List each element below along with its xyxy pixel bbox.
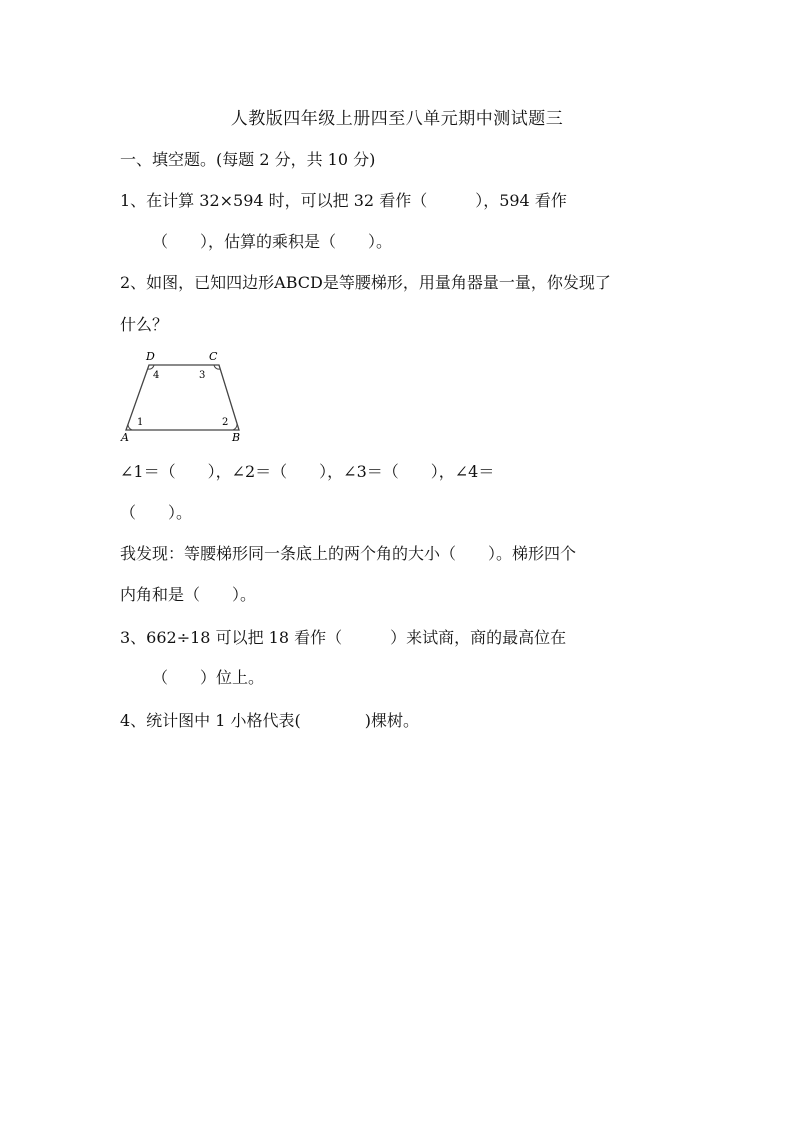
angle-label-2: 2 bbox=[222, 417, 229, 428]
question-1-line-2: （ ），估算的乘积是（ ）。 bbox=[152, 232, 393, 251]
trapezoid-figure bbox=[116, 346, 256, 446]
question-3-line-2: （ ）位上。 bbox=[152, 668, 265, 687]
vertex-label-c: C bbox=[209, 350, 218, 363]
question-4-line-1: 4、统计图中 1 小格代表( )棵树。 bbox=[120, 711, 420, 730]
question-2-line-4: （ ）。 bbox=[120, 503, 193, 522]
vertex-label-d: D bbox=[146, 350, 155, 363]
angle-mark-1 bbox=[128, 424, 132, 430]
angle-label-4: 4 bbox=[153, 370, 160, 381]
angle-mark-2 bbox=[233, 424, 237, 430]
vertex-label-a: A bbox=[121, 431, 129, 444]
vertex-label-b: B bbox=[232, 431, 241, 444]
angle-label-1: 1 bbox=[137, 417, 144, 428]
angle-label-3: 3 bbox=[199, 370, 206, 381]
page-title: 人教版四年级上册四至八单元期中测试题三 bbox=[230, 109, 564, 129]
question-2-line-2: 什么？ bbox=[120, 315, 169, 334]
question-3-line-1: 3、662÷18 可以把 18 看作（ ）来试商，商的最高位在 bbox=[120, 628, 567, 647]
question-2-line-1: 2、如图，已知四边形ABCD是等腰梯形，用量角器量一量，你发现了 bbox=[120, 273, 611, 292]
question-2-line-6: 内角和是（ ）。 bbox=[120, 585, 257, 604]
question-2-line-5: 我发现：等腰梯形同一条底上的两个角的大小（ ）。梯形四个 bbox=[120, 544, 577, 563]
question-2-line-3: ∠1＝（ ），∠2＝（ ），∠3＝（ ），∠4＝ bbox=[120, 462, 495, 481]
section-heading: 一、填空题。(每题 2 分，共 10 分) bbox=[120, 150, 376, 169]
question-1-line-1: 1、在计算 32×594 时，可以把 32 看作（ ），594 看作 bbox=[120, 191, 567, 210]
